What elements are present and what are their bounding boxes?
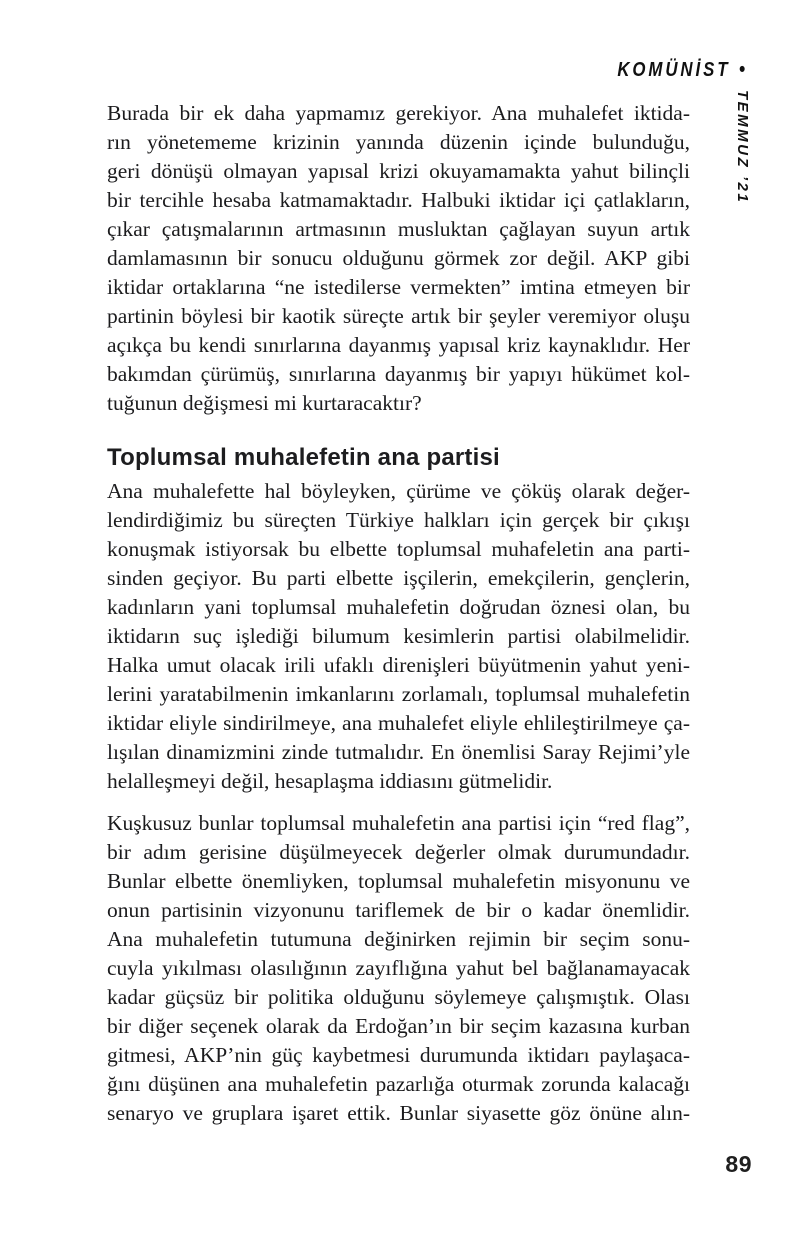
journal-title: KOMÜNİST	[617, 59, 731, 81]
text-line: senaryo ve gruplara işaret ettik. Bunlar siyasette göz önüne alın-	[107, 1101, 690, 1125]
body-paragraph	[107, 477, 690, 796]
text-line: ğını düşünen ana muhalefetin pazarlığa oturmak zorunda kalacağı	[107, 1072, 690, 1096]
text-line: kadınların yani toplumsal muhalefetin doğrudan öznesi olan, bu	[107, 595, 690, 619]
text-line: cuyla yıkılması olasılığının zayıflığına yahut bel bağlanamayacak	[107, 956, 690, 980]
text-line: geri dönüşü olmayan yapısal krizi okuyamamakta yahut bilinçli	[107, 159, 690, 183]
page-number: 89	[725, 1151, 752, 1177]
text-line: Halka umut olacak irili ufaklı direnişleri büyütmenin yahut yeni-	[107, 653, 690, 677]
text-line: Burada bir ek daha yapmamız gerekiyor. Ana muhalefet iktida-	[107, 101, 690, 125]
text-line: helalleşmeyi değil, hesaplaşma iddiasını gütmelidir.	[107, 769, 553, 793]
section-heading: Toplumsal muhalefetin ana partisi	[107, 444, 500, 471]
text-line: açıkça bu kendi sınırlarına dayanmış yapısal kriz kaynaklıdır. Her	[107, 333, 690, 357]
text-line: iktidarın suç işlediği bilumum kesimlerin partisi olabilmelidir.	[107, 624, 690, 648]
text-line: onun partisinin vizyonunu tariflemek de bir o kadar önemlidir.	[107, 898, 690, 922]
text-line: lerini yaratabilmenin imkanlarını zorlamalı, toplumsal muhalefetin	[107, 682, 690, 706]
text-line: Ana muhalefette hal böyleyken, çürüme ve çöküş olarak değer-	[107, 479, 690, 503]
text-line: bir adım gerisine düşülmeyecek değerler olmak durumundadır.	[107, 840, 690, 864]
text-line: bir tercihle hesaba katmamaktadır. Halbuki iktidar içi çatlakların,	[107, 188, 690, 212]
text-line: bakımdan çürümüş, sınırlarına dayanmış bir yapıyı hükümet kol-	[107, 362, 690, 386]
text-line: iktidar eliyle sindirilmeye, ana muhalefet eliyle ehlileştirilmeye ça-	[107, 711, 690, 735]
masthead-bullet-icon: •	[738, 58, 745, 81]
text-line: lışılan dinamizmini zinde tutmalıdır. En önemlisi Saray Rejimi’yle	[107, 740, 690, 764]
article-body	[107, 99, 690, 1141]
text-line: tuğunun değişmesi mi kurtaracaktır?	[107, 391, 422, 415]
text-line: partinin böylesi bir kaotik süreçte artık bir şeyler veremiyor oluşu	[107, 304, 690, 328]
text-line: lendirdiğimiz bu süreçten Türkiye halkları için gerçek bir çıkışı	[107, 508, 690, 532]
text-line: damlamasının bir sonucu olduğunu görmek zor değil. AKP gibi	[107, 246, 690, 270]
journal-masthead	[617, 58, 745, 82]
text-line: konuşmak istiyorsak bu elbette toplumsal muhafeletin ana parti-	[107, 537, 690, 561]
text-line: sinden geçiyor. Bu parti elbette işçilerin, emekçilerin, gençlerin,	[107, 566, 690, 590]
text-line: gitmesi, AKP’nin güç kaybetmesi durumunda iktidarı paylaşaca-	[107, 1043, 690, 1067]
text-line: rın yönetememe krizinin yanında düzenin içinde bulunduğu,	[107, 130, 690, 154]
text-line: iktidar ortaklarına “ne istedilerse vermekten” imtina etmeyen bir	[107, 275, 690, 299]
body-paragraph	[107, 99, 690, 418]
issue-label-vertical: TEMMUZ ’21	[734, 90, 751, 205]
text-line: Kuşkusuz bunlar toplumsal muhalefetin ana partisi için “red flag”,	[107, 811, 690, 835]
text-line: çıkar çatışmalarının artmasının musluktan çağlayan suyun artık	[107, 217, 690, 241]
text-line: bir diğer seçenek olarak da Erdoğan’ın bir seçim kazasına kurban	[107, 1014, 690, 1038]
text-line: Ana muhalefetin tutumuna değinirken rejimin bir seçim sonu-	[107, 927, 690, 951]
body-paragraph	[107, 809, 690, 1128]
text-line: kadar güçsüz bir politika olduğunu söylemeye çalışmıştık. Olası	[107, 985, 690, 1009]
text-line: Bunlar elbette önemliyken, toplumsal muhalefetin misyonunu ve	[107, 869, 690, 893]
